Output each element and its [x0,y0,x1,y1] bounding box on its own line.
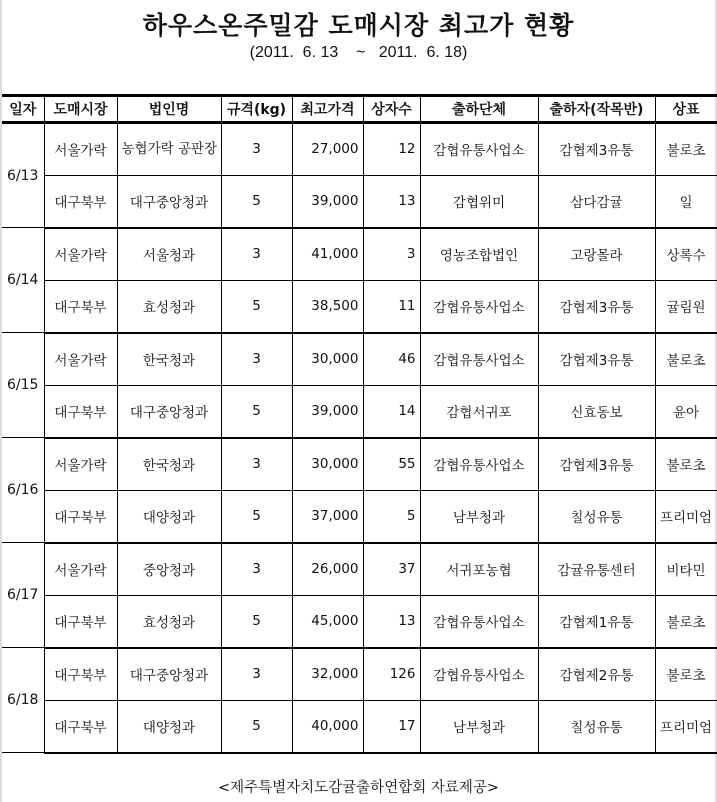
col-boxes: 상자수 [363,96,420,123]
market-cell: 대구북부 [44,700,117,753]
price-cell: 38,500 [292,280,363,333]
brand-cell: 비타민 [655,543,717,596]
market-cell: 대구북부 [44,385,117,438]
boxes-cell: 3 [363,228,420,281]
spec-cell: 3 [221,543,292,596]
table-row [2,175,717,228]
col-shipper: 출하자(작목반) [538,96,655,123]
spec-cell: 3 [221,228,292,281]
corp-cell: 효성청과 [117,595,221,648]
market-cell: 서울가락 [44,543,117,596]
spec-cell: 3 [221,123,292,176]
spec-cell: 5 [221,175,292,228]
corp-cell: 한국청과 [117,438,221,491]
table-row [2,543,717,596]
shipper-cell: 감협제2유통 [538,648,655,701]
price-cell: 30,000 [292,333,363,386]
table-row [2,648,717,701]
date-cell: 6/18 [2,648,44,753]
date-cell: 6/16 [2,438,44,543]
spec-cell: 3 [221,648,292,701]
brand-cell: 불로초 [655,595,717,648]
corp-cell: 효성청과 [117,280,221,333]
table-row [2,490,717,543]
corp-cell: 한국청과 [117,333,221,386]
boxes-cell: 55 [363,438,420,491]
boxes-cell: 46 [363,333,420,386]
corp-cell: 서울청과 [117,228,221,281]
shipper-cell: 신효동보 [538,385,655,438]
brand-cell: 윤아 [655,385,717,438]
page-title: 하우스온주밀감 도매시장 최고가 현황 [142,11,575,40]
group-cell: 영농조합법인 [420,228,538,281]
boxes-cell: 12 [363,123,420,176]
shipper-cell: 칠성유통 [538,700,655,753]
table-row [2,280,717,333]
shipper-cell: 감협제3유통 [538,438,655,491]
boxes-cell: 13 [363,175,420,228]
boxes-cell: 126 [363,648,420,701]
group-cell: 서귀포농협 [420,543,538,596]
market-cell: 대구북부 [44,490,117,543]
market-cell: 대구북부 [44,648,117,701]
group-cell: 감협유통사업소 [420,648,538,701]
spec-cell: 5 [221,280,292,333]
shipper-cell: 삼다감귤 [538,175,655,228]
boxes-cell: 13 [363,595,420,648]
group-cell: 감협위미 [420,175,538,228]
price-cell: 39,000 [292,175,363,228]
market-cell: 서울가락 [44,123,117,176]
price-cell: 45,000 [292,595,363,648]
boxes-cell: 14 [363,385,420,438]
source-note: <제주특별자치도감귤출하연합회 자료제공> [217,780,500,796]
group-cell: 남부청과 [420,700,538,753]
col-spec: 규격(kg) [221,96,292,123]
brand-cell: 불로초 [655,438,717,491]
corp-cell: 중앙청과 [117,543,221,596]
table-row [2,700,717,753]
spec-cell: 3 [221,333,292,386]
shipper-cell: 칠성유통 [538,490,655,543]
spec-cell: 5 [221,490,292,543]
price-cell: 30,000 [292,438,363,491]
boxes-cell: 5 [363,490,420,543]
shipper-cell: 감협제1유통 [538,595,655,648]
brand-cell: 상록수 [655,228,717,281]
market-cell: 대구북부 [44,175,117,228]
date-cell: 6/17 [2,543,44,648]
shipper-cell: 감협제3유통 [538,333,655,386]
price-cell: 41,000 [292,228,363,281]
price-table [2,94,717,754]
date-cell: 6/14 [2,228,44,333]
spec-cell: 5 [221,595,292,648]
brand-cell: 불로초 [655,333,717,386]
date-cell: 6/15 [2,333,44,438]
spec-cell: 5 [221,700,292,753]
brand-cell: 불로초 [655,648,717,701]
group-cell: 감협유통사업소 [420,595,538,648]
boxes-cell: 17 [363,700,420,753]
group-cell: 남부청과 [420,490,538,543]
spec-cell: 5 [221,385,292,438]
boxes-cell: 37 [363,543,420,596]
table-row [2,438,717,491]
col-brand: 상표 [655,96,717,123]
group-cell: 감협유통사업소 [420,280,538,333]
price-cell: 39,000 [292,385,363,438]
date-cell: 6/13 [2,123,44,228]
header-row [2,96,717,123]
group-cell: 감협서귀포 [420,385,538,438]
table-row [2,123,717,176]
table-row [2,228,717,281]
col-price: 최고가격 [292,96,363,123]
corp-cell: 대구중앙청과 [117,385,221,438]
corp-cell: 대양청과 [117,700,221,753]
price-cell: 27,000 [292,123,363,176]
corp-cell: 대구중앙청과 [117,175,221,228]
date-range: (2011. 6. 13 ~ 2011. 6. 18) [249,44,468,61]
brand-cell: 프리미엄 [655,700,717,753]
col-corp: 법인명 [117,96,221,123]
corp-cell: 농협가락 공판장 [117,123,221,176]
shipper-cell: 감협제3유통 [538,123,655,176]
shipper-cell: 감귤유통센터 [538,543,655,596]
price-cell: 26,000 [292,543,363,596]
shipper-cell: 감협제3유통 [538,280,655,333]
brand-cell: 프리미엄 [655,490,717,543]
col-group: 출하단체 [420,96,538,123]
brand-cell: 불로초 [655,123,717,176]
market-cell: 서울가락 [44,438,117,491]
shipper-cell: 고랑몰라 [538,228,655,281]
group-cell: 감협유통사업소 [420,333,538,386]
market-cell: 대구북부 [44,595,117,648]
brand-cell: 귤림원 [655,280,717,333]
market-cell: 서울가락 [44,228,117,281]
col-date: 일자 [2,96,44,123]
table-row [2,333,717,386]
group-cell: 감협유통사업소 [420,438,538,491]
market-cell: 대구북부 [44,280,117,333]
col-market: 도매시장 [44,96,117,123]
table-row [2,385,717,438]
corp-cell: 대양청과 [117,490,221,543]
table-row [2,595,717,648]
corp-cell: 대구중앙청과 [117,648,221,701]
price-cell: 40,000 [292,700,363,753]
spec-cell: 3 [221,438,292,491]
price-cell: 32,000 [292,648,363,701]
boxes-cell: 11 [363,280,420,333]
price-cell: 37,000 [292,490,363,543]
market-cell: 서울가락 [44,333,117,386]
brand-cell: 일 [655,175,717,228]
group-cell: 감협유통사업소 [420,123,538,176]
